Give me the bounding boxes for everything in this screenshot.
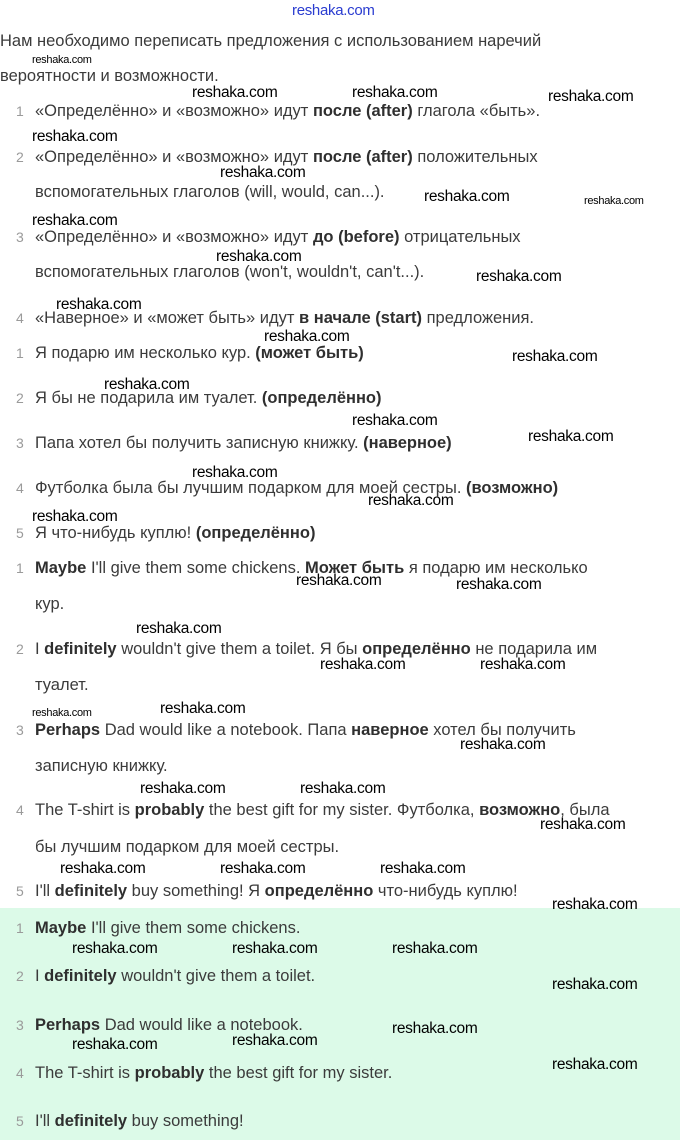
text: Dad would like a notebook. xyxy=(100,1016,303,1034)
text: положительных xyxy=(412,148,538,166)
watermark: reshaka.com xyxy=(552,896,638,913)
watermark: reshaka.com xyxy=(32,508,118,525)
sentence-line xyxy=(35,478,558,498)
sentence-line xyxy=(35,343,364,363)
watermark: reshaka.com xyxy=(540,816,626,833)
watermark: reshaka.com xyxy=(104,376,190,393)
watermark: reshaka.com xyxy=(72,940,158,957)
bold-text: Maybe xyxy=(35,559,87,577)
bold-text: после (after) xyxy=(312,102,413,120)
text: вспомогательных глаголов (will, would, can...). xyxy=(35,183,385,201)
watermark: reshaka.com xyxy=(32,212,118,229)
text: записную книжку. xyxy=(35,757,168,775)
text: buy something! Я xyxy=(127,882,265,900)
bold-text: (наверное) xyxy=(363,434,452,452)
text: wouldn't give them a toilet. Я бы xyxy=(116,640,363,658)
text: «Определённо» и «возможно» идут xyxy=(35,228,313,246)
watermark: reshaka.com xyxy=(220,164,306,181)
watermark: reshaka.com xyxy=(460,736,546,753)
final-answer-line xyxy=(35,1111,244,1131)
text: Я бы не подарила им туалет. xyxy=(35,389,262,407)
text: Футболка была бы лучшим подарком для моей сестры. xyxy=(35,479,466,497)
bold-text: (определённо) xyxy=(195,524,316,542)
watermark: reshaka.com xyxy=(552,976,638,993)
text: I'll give them some chickens. xyxy=(86,919,301,937)
text: Dad would like a notebook. Папа xyxy=(100,721,352,739)
watermark: reshaka.com xyxy=(584,195,644,207)
text: глагола «быть». xyxy=(412,102,541,120)
final-answer-line xyxy=(35,966,315,986)
rule-number: 4 xyxy=(16,310,24,326)
answer-line xyxy=(35,756,168,776)
answer-number: 1 xyxy=(16,560,24,576)
rule-number: 2 xyxy=(16,149,24,165)
text: отрицательных xyxy=(399,228,521,246)
text: I'll xyxy=(35,882,55,900)
text: не подарила им xyxy=(470,640,598,658)
text: предложения. xyxy=(422,309,535,327)
bold-text: после (after) xyxy=(312,148,413,166)
text: The T-shirt is xyxy=(35,801,135,819)
bold-text: probably xyxy=(134,801,205,819)
text: the best gift for my sister. xyxy=(204,1064,393,1082)
rule-number: 1 xyxy=(16,103,24,119)
bold-text: definitely xyxy=(54,1112,128,1130)
watermark: reshaka.com xyxy=(352,84,438,101)
watermark: reshaka.com xyxy=(368,492,454,509)
sentence-number: 1 xyxy=(16,345,24,361)
text: что-нибудь куплю! xyxy=(373,882,518,900)
watermark: reshaka.com xyxy=(160,700,246,717)
watermark: reshaka.com xyxy=(216,248,302,265)
watermark: reshaka.com xyxy=(480,656,566,673)
text: I xyxy=(35,640,45,658)
text: , была xyxy=(560,801,610,819)
text: я подарю им несколько xyxy=(404,559,588,577)
text: Я подарю им несколько кур. xyxy=(35,344,256,362)
rule-line xyxy=(35,101,540,121)
rule-line xyxy=(35,227,521,247)
answer-line xyxy=(35,594,64,614)
watermark: reshaka.com xyxy=(32,707,92,719)
watermark: reshaka.com xyxy=(456,576,542,593)
answer-number: 4 xyxy=(16,802,24,818)
sentence-line xyxy=(35,523,315,543)
text: buy something! xyxy=(127,1112,244,1130)
text: туалет. xyxy=(35,676,89,694)
watermark: reshaka.com xyxy=(32,128,118,145)
watermark: reshaka.com xyxy=(528,428,614,445)
text: I xyxy=(35,967,45,985)
final-answer-number: 4 xyxy=(16,1065,24,1081)
bold-text: Perhaps xyxy=(35,721,101,739)
answer-number: 3 xyxy=(16,722,24,738)
text: «Определённо» и «возможно» идут xyxy=(35,102,313,120)
watermark: reshaka.com xyxy=(300,780,386,797)
bold-text: в начале (start) xyxy=(299,309,423,327)
bold-text: definitely xyxy=(54,882,128,900)
final-answer-number: 1 xyxy=(16,920,24,936)
watermark: reshaka.com xyxy=(56,296,142,313)
bold-text: (может быть) xyxy=(255,344,364,362)
watermark: reshaka.com xyxy=(60,860,146,877)
watermark: reshaka.com xyxy=(232,940,318,957)
watermark: reshaka.com xyxy=(32,54,92,66)
watermark: reshaka.com xyxy=(232,1032,318,1049)
bold-text: возможно xyxy=(479,801,561,819)
watermark: reshaka.com xyxy=(476,268,562,285)
text: Я что-нибудь куплю! xyxy=(35,524,196,542)
answer-line xyxy=(35,675,89,695)
intro-line-1: Нам необходимо переписать предложения с использованием наречий xyxy=(0,32,542,50)
bold-text: наверное xyxy=(351,721,429,739)
answer-number: 2 xyxy=(16,641,24,657)
final-answer-number: 3 xyxy=(16,1017,24,1033)
watermark: reshaka.com xyxy=(72,1036,158,1053)
final-answer-number: 2 xyxy=(16,968,24,984)
sentence-number: 3 xyxy=(16,435,24,451)
bold-text: (возможно) xyxy=(465,479,559,497)
text: the best gift for my sister. Футболка, xyxy=(204,801,480,819)
watermark: reshaka.com xyxy=(352,412,438,429)
text: The T-shirt is xyxy=(35,1064,135,1082)
watermark: reshaka.com xyxy=(136,620,222,637)
watermark: reshaka.com xyxy=(392,940,478,957)
bold-text: определённо xyxy=(362,640,471,658)
answer-line xyxy=(35,837,339,857)
intro-line-2: вероятности и возможности. xyxy=(0,67,219,85)
sentence-number: 4 xyxy=(16,480,24,496)
text: кур. xyxy=(35,595,65,613)
watermark: reshaka.com xyxy=(552,1056,638,1073)
answer-line xyxy=(35,800,610,820)
watermark: reshaka.com xyxy=(192,84,278,101)
text: хотел бы получить xyxy=(428,721,576,739)
watermark: reshaka.com xyxy=(392,1020,478,1037)
watermark: reshaka.com xyxy=(320,656,406,673)
watermark: reshaka.com xyxy=(296,572,382,589)
text: wouldn't give them a toilet. xyxy=(116,967,316,985)
final-answer-number: 5 xyxy=(16,1113,24,1129)
text: «Наверное» и «может быть» идут xyxy=(35,309,300,327)
bold-text: Может быть xyxy=(305,559,405,577)
watermark: reshaka.com xyxy=(380,860,466,877)
answer-number: 5 xyxy=(16,883,24,899)
sentence-number: 5 xyxy=(16,525,24,541)
sentence-line xyxy=(35,388,382,408)
final-answer-line xyxy=(35,918,300,938)
final-answer-line xyxy=(35,1063,392,1083)
bold-text: definitely xyxy=(44,640,117,658)
watermark: reshaka.com xyxy=(192,464,278,481)
answer-line xyxy=(35,881,518,901)
bold-text: определённо xyxy=(264,882,374,900)
bold-text: (определённо) xyxy=(261,389,382,407)
text: бы лучшим подарком для моей сестры. xyxy=(35,838,340,856)
watermark: reshaka.com xyxy=(424,188,510,205)
watermark: reshaka.com xyxy=(512,348,598,365)
bold-text: до (before) xyxy=(312,228,400,246)
text: I'll give them some chickens. xyxy=(86,559,306,577)
rule-line xyxy=(35,182,385,202)
watermark: reshaka.com xyxy=(548,88,634,105)
rule-number: 3 xyxy=(16,229,24,245)
bold-text: definitely xyxy=(44,967,117,985)
sentence-number: 2 xyxy=(16,390,24,406)
watermark: reshaka.com xyxy=(220,860,306,877)
text: Папа хотел бы получить записную книжку. xyxy=(35,434,364,452)
text: вспомогательных глаголов (won't, wouldn't, can't...). xyxy=(35,263,425,281)
text: I'll xyxy=(35,1112,55,1130)
watermark: reshaka.com xyxy=(140,780,226,797)
bold-text: Perhaps xyxy=(35,1016,101,1034)
watermark: reshaka.com xyxy=(264,328,350,345)
bold-text: probably xyxy=(134,1064,205,1082)
site-watermark-header: reshaka.com xyxy=(292,2,375,19)
bold-text: Maybe xyxy=(35,919,87,937)
sentence-line xyxy=(35,433,452,453)
text: «Определённо» и «возможно» идут xyxy=(35,148,313,166)
